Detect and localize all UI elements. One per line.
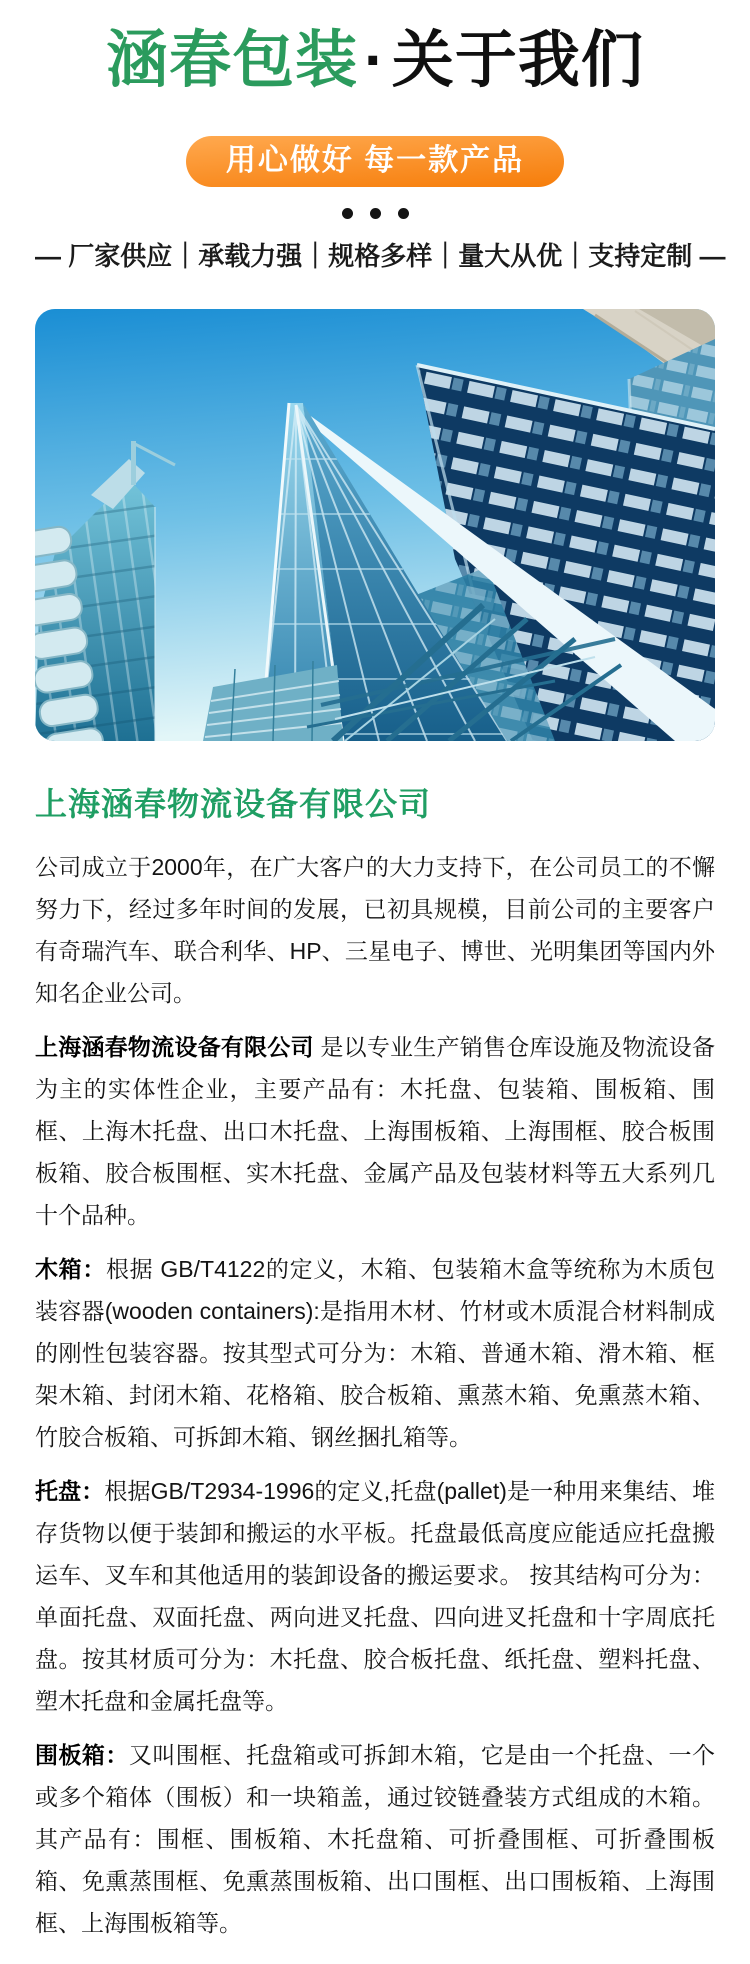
about-paragraph-intro [35,846,715,1014]
paragraph-text: 是以专业生产销售仓库设施及物流设备为主的实体性企业，主要产品有：木托盘、包装箱、围板箱、围框、上海木托盘、出口木托盘、上海围板箱、上海围框、胶合板围板箱、胶合板围框、实木托盘、金属产品及包装材料等五大系列几十个品种。 [35,1034,716,1228]
paragraph-text: 又叫围框、托盘箱或可拆卸木箱，它是由一个托盘、一个或多个箱体（围板）和一块箱盖，通过铰链叠装方式组成的木箱。其产品有：围框、围板箱、木托盘箱、可折叠围框、可折叠围板箱、免熏蒸围框、免熏蒸围板箱、出口围框、出口围板箱、上海围框、上海围板箱等。 [35,1742,716,1936]
decoration-dots [35,208,715,219]
paragraph-text: 根据 GB/T4122的定义，木箱、包装箱木盒等统称为木质包装容器(wooden containers):是指用木材、竹材或木质混合材料制成的刚性包装容器。按其型式可分为：木箱、普通木箱、滑木箱、框架木箱、封闭木箱、花格箱、胶合板箱、熏蒸木箱、免熏蒸木箱、竹胶合板箱、可拆卸木箱、钢丝捆扎箱等。 [35,1256,715,1450]
about-paragraph-wooden-box [35,1248,715,1458]
about-paragraph-pallet [35,1470,715,1722]
about-paragraph-sleeve-box [35,1734,715,1944]
brand-name: 涵春包装 [106,26,359,95]
slogan-badge: 用心做好 每一款产品 [186,136,564,187]
selling-points-tagline: — 厂家供应｜承载力强｜规格多样｜量大从优｜支持定制 — [35,241,726,271]
paragraph-lead: 托盘： [35,1478,105,1504]
title-separator-dot: · [364,26,386,95]
page [0,26,750,1944]
dot-icon [398,208,409,219]
paragraph-text: 根据GB/T2934-1996的定义,托盘(pallet)是一种用来集结、堆存货物以便于装卸和搬运的水平板。托盘最低高度应能适应托盘搬运车、叉车和其他适用的装卸设备的搬运要求。 按其结构可分为：单面托盘、双面托盘、两向进叉托盘、四向进叉托盘和十字周底托盘。按其材质可分为：木托盘、胶合板托盘、纸托盘、塑料托盘、塑木托盘和金属托盘等。 [35,1478,716,1714]
page-title [35,26,715,96]
paragraph-lead: 围板箱： [35,1742,129,1768]
dot-icon [342,208,353,219]
skyscrapers-illustration [35,309,715,741]
about-section [35,786,715,1944]
paragraph-lead: 上海涵春物流设备有限公司 [35,1034,314,1060]
about-paragraph-company [35,1026,715,1236]
paragraph-lead: 木箱： [35,1256,107,1282]
dot-icon [370,208,381,219]
paragraph-text: 公司成立于2000年，在广大客户的大力支持下，在公司员工的不懈努力下，经过多年时间的发展，已初具规模，目前公司的主要客户有奇瑞汽车、联合利华、HP、三星电子、博世、光明集团等国内外知名企业公司。 [35,854,715,1006]
section-title: 关于我们 [391,26,644,95]
hero-image [35,309,715,741]
company-name-heading: 上海涵春物流设备有限公司 [35,786,432,822]
